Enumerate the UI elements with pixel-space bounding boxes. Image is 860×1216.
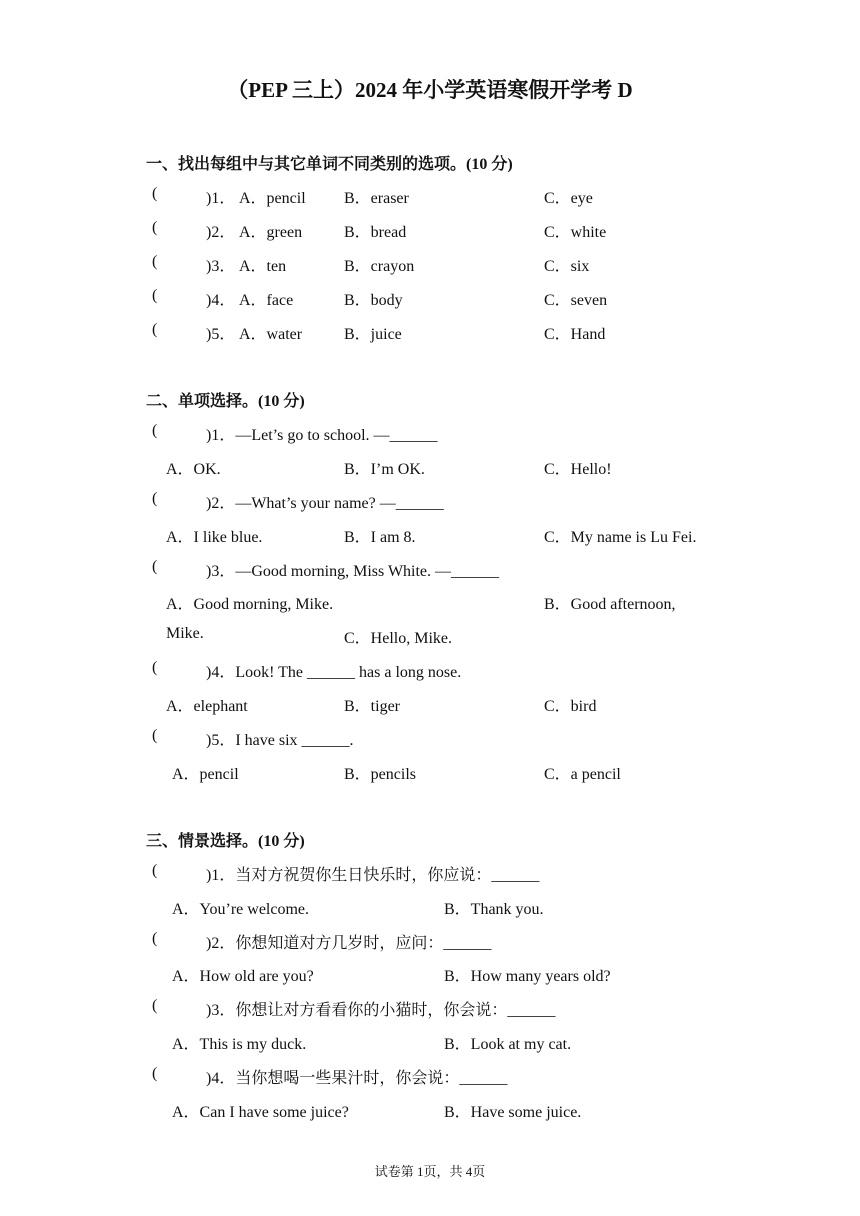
option-a: A．This is my duck. bbox=[172, 1036, 307, 1053]
question-text: )4．当你想喝一些果汁时，你会说：______ bbox=[206, 1070, 508, 1087]
option-c: C．bird bbox=[544, 698, 597, 715]
option-b: B．Thank you. bbox=[444, 901, 544, 918]
option-b: B．I am 8. bbox=[344, 529, 416, 546]
answer-paren[interactable]: ( bbox=[152, 997, 158, 1014]
option-b: B．Good afternoon, bbox=[544, 596, 676, 613]
option-c: C．seven bbox=[544, 292, 608, 309]
option-a: A．You’re welcome. bbox=[172, 901, 310, 918]
page-title: （PEP 三上）2024 年小学英语寒假开学考 D bbox=[227, 78, 633, 102]
question-text: )5．I have six ______. bbox=[206, 732, 354, 749]
answer-paren[interactable]: ( bbox=[152, 659, 158, 676]
question-text: )2．—What’s your name? —______ bbox=[206, 495, 444, 512]
option-a: A．elephant bbox=[166, 698, 248, 715]
option-b: B．eraser bbox=[344, 190, 409, 207]
option-b: B．How many years old? bbox=[444, 968, 611, 985]
option-b: B．bread bbox=[344, 224, 407, 241]
option-c: C．eye bbox=[544, 190, 593, 207]
answer-paren[interactable]: ( bbox=[152, 727, 158, 744]
option-b: B．Look at my cat. bbox=[444, 1036, 572, 1053]
option-a: A．pencil bbox=[172, 766, 239, 783]
answer-paren[interactable]: ( bbox=[152, 287, 158, 304]
option-b: B．I’m OK. bbox=[344, 461, 425, 478]
option-a: A．pencil bbox=[239, 190, 306, 207]
answer-paren[interactable]: ( bbox=[152, 253, 158, 270]
option-c: C．Hello! bbox=[544, 461, 612, 478]
option-a: A．green bbox=[239, 224, 303, 241]
section-1-heading: 一、找出每组中与其它单词不同类别的选项。(10 分) bbox=[146, 156, 513, 173]
option-b: B．pencils bbox=[344, 766, 416, 783]
answer-paren[interactable]: ( bbox=[152, 219, 158, 236]
option-c: C．six bbox=[544, 258, 590, 275]
answer-paren[interactable]: ( bbox=[152, 558, 158, 575]
question-text: )1．—Let’s go to school. —______ bbox=[206, 427, 438, 444]
answer-paren[interactable]: ( bbox=[152, 490, 158, 507]
page-footer: 试卷第 1页，共 4页 bbox=[374, 1164, 486, 1179]
option-a: A．Can I have some juice? bbox=[172, 1104, 349, 1121]
option-a: A．OK. bbox=[166, 461, 221, 478]
option-c: C．white bbox=[544, 224, 607, 241]
section-2-heading: 二、单项选择。(10 分) bbox=[146, 393, 305, 410]
answer-paren[interactable]: ( bbox=[152, 321, 158, 338]
option-c: C．a pencil bbox=[544, 766, 621, 783]
option-a: A．I like blue. bbox=[166, 529, 263, 546]
option-b: B．crayon bbox=[344, 258, 415, 275]
question-text: )4．Look! The ______ has a long nose. bbox=[206, 664, 462, 681]
question-text: )2．你想知道对方几岁时，应问：______ bbox=[206, 935, 492, 952]
question-number: )5． bbox=[206, 326, 236, 343]
answer-paren[interactable]: ( bbox=[152, 1065, 158, 1082]
option-c: C．My name is Lu Fei. bbox=[544, 529, 697, 546]
question-number: )3． bbox=[206, 258, 236, 275]
option-c: C．Hello, Mike. bbox=[344, 630, 452, 647]
section-3-heading: 三、情景选择。(10 分) bbox=[146, 833, 305, 850]
answer-paren[interactable]: ( bbox=[152, 185, 158, 202]
answer-paren[interactable]: ( bbox=[152, 862, 158, 879]
question-text: )1．当对方祝贺你生日快乐时，你应说：______ bbox=[206, 867, 540, 884]
option-b-continued: Mike. bbox=[166, 625, 204, 642]
option-a: A．How old are you? bbox=[172, 968, 314, 985]
answer-paren[interactable]: ( bbox=[152, 930, 158, 947]
question-number: )2． bbox=[206, 224, 236, 241]
option-a: A．ten bbox=[239, 258, 287, 275]
option-a: A．Good morning, Mike. bbox=[166, 596, 334, 613]
option-b: B．tiger bbox=[344, 698, 400, 715]
option-c: C．Hand bbox=[544, 326, 606, 343]
option-b: B．Have some juice. bbox=[444, 1104, 582, 1121]
option-b: B．juice bbox=[344, 326, 402, 343]
option-a: A．face bbox=[239, 292, 294, 309]
question-number: )4． bbox=[206, 292, 236, 309]
question-text: )3．你想让对方看看你的小猫时，你会说：______ bbox=[206, 1002, 556, 1019]
option-b: B．body bbox=[344, 292, 403, 309]
question-number: )1． bbox=[206, 190, 236, 207]
option-a: A．water bbox=[239, 326, 303, 343]
question-text: )3．—Good morning, Miss White. —______ bbox=[206, 563, 500, 580]
answer-paren[interactable]: ( bbox=[152, 422, 158, 439]
